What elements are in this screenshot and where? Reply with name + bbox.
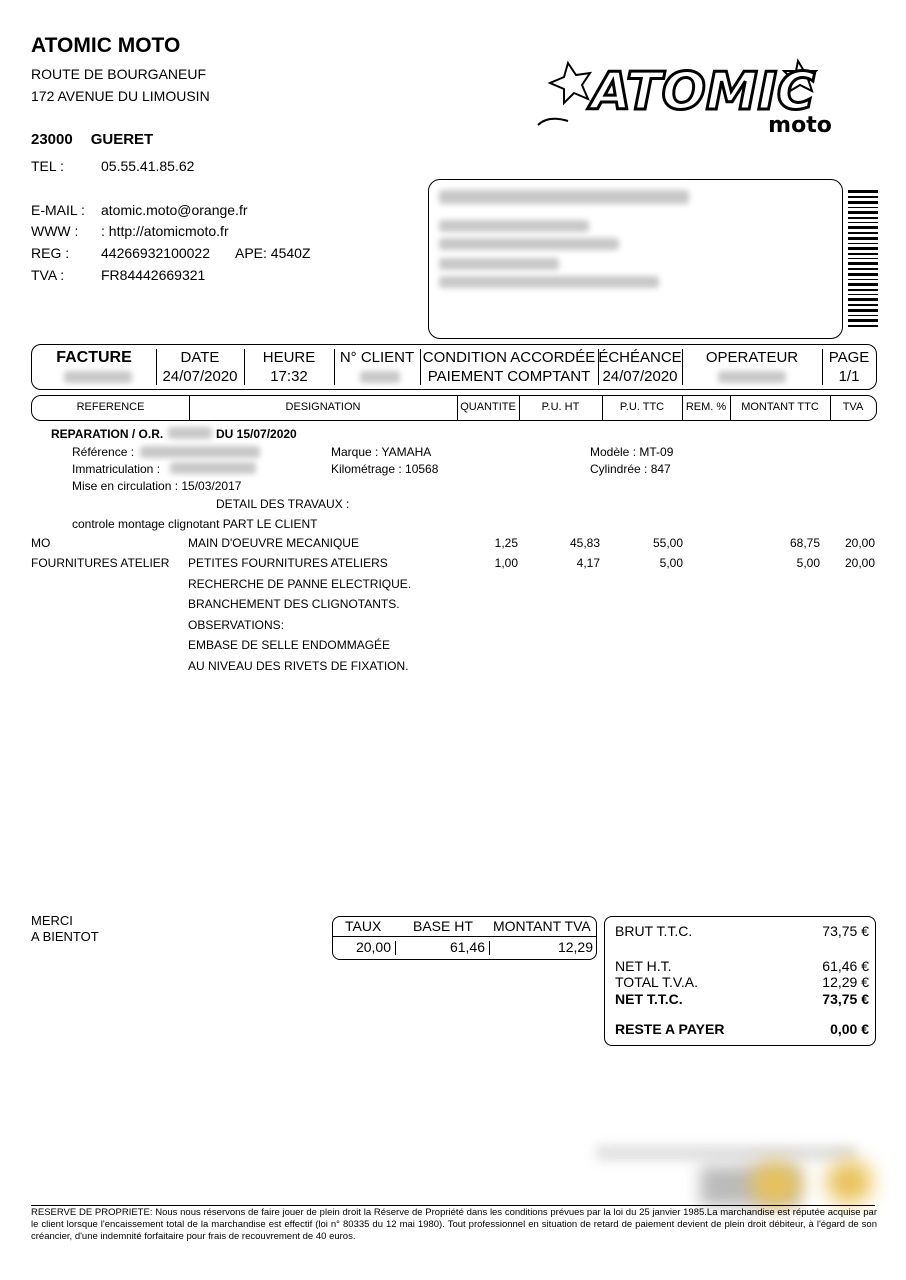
thanks-line-2: A BIENTOT — [31, 929, 99, 944]
reste-a-payer-row — [615, 1021, 869, 1037]
brut-ttc-label: BRUT T.T.C. — [615, 923, 693, 939]
facture-label: FACTURE — [56, 349, 132, 366]
total-tva-row — [615, 974, 869, 990]
line-pu-ttc: 5,00 — [659, 556, 683, 570]
redacted-address-3 — [439, 258, 559, 270]
net-ttc-label: NET T.T.C. — [615, 991, 683, 1007]
thanks-line-1: MERCI — [31, 913, 73, 928]
line-ref: FOURNITURES ATELIER — [31, 556, 170, 570]
date-value: 24/07/2020 — [162, 368, 238, 385]
operateur-label: OPERATEUR — [705, 349, 799, 366]
logo-main-text: ATOMIC — [590, 62, 816, 122]
line-montant: 68,75 — [789, 536, 820, 550]
detail-title: DETAIL DES TRAVAUX : — [216, 497, 350, 511]
company-address-2: 172 AVENUE DU LIMOUSIN — [31, 88, 210, 104]
www-value: : http://atomicmoto.fr — [101, 223, 229, 239]
detail-text: controle montage clignotant PART LE CLIENT — [72, 517, 318, 531]
mise-en-circulation: Mise en circulation : 15/03/2017 — [72, 479, 242, 493]
note-line: AU NIVEAU DES RIVETS DE FIXATION. — [188, 659, 409, 673]
vat-taux-value: 20,00 — [355, 939, 391, 955]
email-value: atomic.moto@orange.fr — [101, 202, 248, 218]
company-address-1: ROUTE DE BOURGANEUF — [31, 66, 207, 82]
repair-date: DU 15/07/2020 — [216, 427, 297, 441]
stamp-icon — [590, 1138, 880, 1208]
facture-cell — [32, 345, 156, 389]
vehicle-km: Kilométrage : 10568 — [331, 462, 439, 476]
vehicle-cylindree: Cylindrée : 847 — [590, 462, 671, 476]
repair-title: REPARATION / O.R. — [51, 427, 164, 441]
company-city-line — [31, 131, 171, 148]
col-designation: DESIGNATION — [285, 401, 361, 413]
line-pu-ht: 4,17 — [576, 556, 600, 570]
col-pu-ht: P.U. HT — [541, 401, 580, 413]
vehicle-modele: Modèle : MT-09 — [590, 445, 674, 459]
footer-divider — [31, 1205, 875, 1206]
line-pu-ttc: 55,00 — [652, 536, 683, 550]
page-label: PAGE — [828, 349, 870, 366]
line-designation: MAIN D'OEUVRE MECANIQUE — [188, 536, 359, 550]
totals-box — [604, 916, 876, 1046]
redacted-name — [439, 190, 689, 204]
net-ttc-row — [615, 991, 869, 1007]
atomic-moto-logo-icon — [528, 55, 878, 140]
barcode-icon — [848, 190, 878, 330]
email-label: E-MAIL : — [31, 202, 85, 218]
client-label: N° CLIENT — [339, 349, 415, 366]
col-quantite: QUANTITE — [460, 401, 516, 413]
line-ref: MO — [31, 536, 51, 550]
client-cell — [334, 345, 420, 389]
vat-summary-table — [332, 916, 597, 960]
vat-header-row — [333, 918, 596, 937]
redacted-immat — [170, 462, 256, 474]
line-designation: PETITES FOURNITURES ATELIERS — [188, 556, 388, 570]
operateur-cell — [682, 345, 822, 389]
retention-of-title-clause: RESERVE DE PROPRIETE: Nous nous réservons de faire jouer de plein droit la Réserve de Propriété dans les conditions prévues par la loi du 25 janvier 1985.La marchandise est réputée acquise par le client lorsque l'encaissement total de la marchandise est effectif (loi n° 80335 du 12 mai 1980). Tout professionnel en situation de retard de paiement devient de plein droit débiteur, à l'égard de son créancier, d'une indemnité forfaitaire pour frais de recouvrement de 40 euros. — [31, 1207, 877, 1242]
heure-value: 17:32 — [270, 368, 308, 385]
net-ht-row — [615, 958, 869, 974]
net-ttc-value: 73,75 € — [822, 991, 869, 1007]
ape-value: APE: 4540Z — [235, 245, 311, 261]
recipient-address-box — [428, 179, 843, 339]
col-remise: REM. % — [685, 401, 727, 413]
vat-value-row — [333, 939, 596, 957]
vat-base-label: BASE HT — [413, 918, 473, 934]
tel-value: 05.55.41.85.62 — [101, 158, 195, 174]
page-value: 1/1 — [838, 368, 860, 385]
heure-label: HEURE — [262, 349, 316, 366]
postal-code: 23000 — [31, 131, 73, 148]
date-label: DATE — [180, 349, 220, 366]
redacted-invoice-number — [64, 371, 132, 383]
line-tva: 20,00 — [844, 536, 875, 550]
redacted-address-2 — [439, 238, 619, 250]
brut-ttc-value: 73,75 € — [822, 923, 869, 939]
echeance-label: ÉCHÉANCE — [598, 349, 682, 366]
redacted-or-number — [168, 427, 212, 439]
line-qty: 1,00 — [494, 556, 518, 570]
total-tva-value: 12,29 € — [822, 974, 869, 990]
col-montant-ttc: MONTANT TTC — [741, 401, 819, 413]
reste-a-payer-value: 0,00 € — [830, 1021, 869, 1037]
col-pu-ttc: P.U. TTC — [619, 401, 665, 413]
redacted-client-number — [360, 371, 400, 383]
condition-value: PAIEMENT COMPTANT — [427, 368, 591, 385]
condition-label: CONDITION ACCORDÉE — [422, 349, 596, 366]
echeance-cell — [598, 345, 682, 389]
vehicle-marque: Marque : YAMAHA — [331, 445, 432, 459]
redacted-reference — [140, 446, 260, 458]
invoice-header — [31, 344, 877, 390]
note-line: EMBASE DE SELLE ENDOMMAGÉE — [188, 638, 391, 652]
net-ht-label: NET H.T. — [615, 958, 672, 974]
thanks-message — [31, 913, 99, 945]
reste-a-payer-label: RESTE A PAYER — [615, 1021, 725, 1037]
date-cell — [156, 345, 244, 389]
immat-label: Immatriculation : — [72, 462, 161, 476]
www-label: WWW : — [31, 223, 79, 239]
vat-taux-label: TAUX — [345, 918, 382, 934]
col-tva: TVA — [842, 401, 864, 413]
redacted-address-1 — [439, 220, 589, 232]
vat-montant-value: 12,29 — [557, 939, 593, 955]
heure-cell — [244, 345, 334, 389]
note-line: RECHERCHE DE PANNE ELECTRIQUE. — [188, 577, 412, 591]
vat-base-value: 61,46 — [449, 939, 485, 955]
redacted-address-4 — [439, 276, 659, 288]
logo-sub-text: moto — [768, 113, 832, 138]
line-pu-ht: 45,83 — [569, 536, 600, 550]
col-reference: REFERENCE — [76, 401, 145, 413]
note-line: OBSERVATIONS: — [188, 618, 285, 632]
note-line: BRANCHEMENT DES CLIGNOTANTS. — [188, 597, 400, 611]
condition-cell — [420, 345, 598, 389]
company-name: ATOMIC MOTO — [31, 34, 181, 57]
vehicle-reference-label: Référence : — [72, 445, 135, 459]
tel-label: TEL : — [31, 158, 64, 174]
reg-value: 44266932100022 — [101, 245, 211, 261]
tva-value: FR84442669321 — [101, 267, 206, 283]
line-montant: 5,00 — [796, 556, 820, 570]
echeance-value: 24/07/2020 — [602, 368, 678, 385]
line-tva: 20,00 — [844, 556, 875, 570]
redacted-operator — [718, 371, 786, 383]
vat-montant-label: MONTANT TVA — [493, 918, 591, 934]
tva-label: TVA : — [31, 267, 65, 283]
total-tva-label: TOTAL T.V.A. — [615, 974, 699, 990]
reg-label: REG : — [31, 245, 70, 261]
line-qty: 1,25 — [494, 536, 518, 550]
city: GUERET — [90, 131, 154, 148]
net-ht-value: 61,46 € — [822, 958, 869, 974]
line-items-header — [31, 395, 877, 421]
page-cell — [822, 345, 876, 389]
brut-ttc-row — [615, 923, 869, 939]
